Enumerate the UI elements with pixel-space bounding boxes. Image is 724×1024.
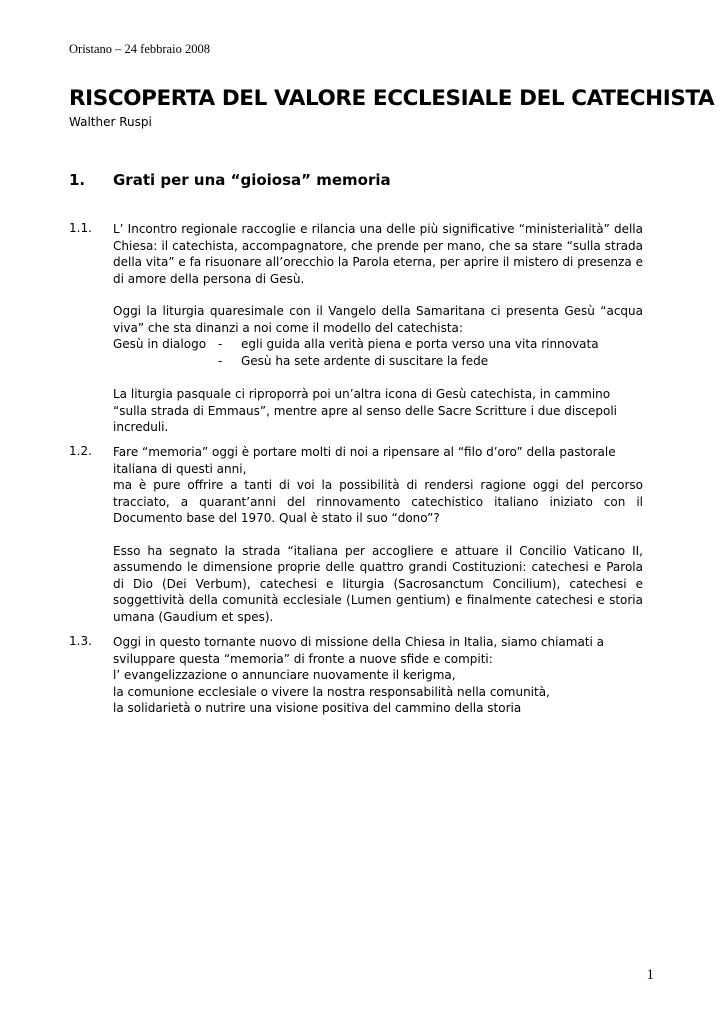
document-header-date: Oristano – 24 febbraio 2008: [69, 42, 210, 56]
paragraph-1-1-text-2: Oggi la liturgia quaresimale con il Vangelo della Samaritana ci presenta Gesù “acqua viva” che sta dinanzi a noi come il modello del catechista:: [113, 304, 643, 335]
paragraph-1-3-line-2: sviluppare questa “memoria” di fronte a nuove sfide e compiti:: [113, 651, 493, 666]
section-title: Grati per una “gioiosa” memoria: [113, 171, 391, 189]
document-author: Walther Ruspi: [69, 115, 152, 129]
paragraph-number-1-3: 1.3.: [69, 634, 92, 648]
dialog-list-item: [113, 353, 643, 370]
paragraph-1-3-line-3: l’ evangelizzazione o annunciare nuovamente il kerigma,: [113, 668, 456, 682]
section-number: 1.: [69, 171, 86, 189]
paragraph-number-1-2: 1.2.: [69, 444, 92, 458]
document-title: RISCOPERTA DEL VALORE ECCLESIALE DEL CATECHISTA: [69, 86, 715, 111]
paragraph-1-1-text-1: L’ Incontro regionale raccoglie e rilancia una delle più significative “ministerialità” della Chiesa: il catechista, accompagnatore, che prende per mano, che sa stare “sulla strada della vita” e fa risuonare all’orecchio la Parola eterna, per aprire il mistero di presenza e di amore della persona di Gesù.: [113, 222, 643, 286]
paragraph-number-1-1: 1.1.: [69, 221, 92, 235]
paragraph-1-2-text-1b: ma è pure offrire a tanti di voi la possibilità di rendersi ragione oggi del percorso tracciato, a quarant’anni del rinnovamento catechistico italiano iniziato con il Documento base del 1970. Qual è stato il suo “dono”?: [113, 478, 643, 525]
paragraph-1-2-text-2: Esso ha segnato la strada “italiana per accogliere e attuare il Concilio Vaticano II, assumendo le dimensione proprie delle quattro grandi Costituzioni: catechesi e Parola di Dio (Dei Verbum), catechesi e liturgia (Sacrosanctum Concilium), catechesi e soggettività della comunità ecclesiale (Lumen gentium) e finalmente catechesi e storia umana (Gaudium et spes).: [113, 543, 643, 624]
dialog-list-item: [113, 336, 643, 353]
list-dash: -: [218, 353, 223, 368]
paragraph-1-2-text-1a: Fare “memoria” oggi è portare molti di noi a ripensare al “filo d’oro” della pastorale italiana di questi anni,: [113, 445, 616, 476]
paragraph-1-1-text-3: La liturgia pasquale ci riproporrà poi un’altra icona di Gesù catechista, in cammino “sulla strada di Emmaus”, mentre apre al senso delle Sacre Scritture i due discepoli increduli.: [113, 387, 618, 434]
list-dash: -: [218, 337, 223, 351]
paragraph-1-3: [113, 634, 643, 717]
dialog-label: Gesù in dialogo: [113, 337, 207, 351]
paragraph-1-3-line-5: la solidarietà o nutrire una visione positiva del cammino della storia: [113, 701, 522, 715]
dialog-item-1: egli guida alla verità piena e porta verso una vita rinnovata: [241, 337, 599, 351]
paragraph-1-3-line-1: Oggi in questo tornante nuovo di missione della Chiesa in Italia, siamo chiamati a: [113, 635, 605, 649]
paragraph-1-2: [113, 444, 643, 625]
dialog-item-2: Gesù ha sete ardente di suscitare la fede: [241, 353, 489, 368]
paragraph-1-1: [113, 221, 643, 436]
paragraph-1-3-line-4: la comunione ecclesiale o vivere la nostra responsabilità nella comunità,: [113, 684, 550, 699]
page-number: 1: [646, 967, 654, 983]
